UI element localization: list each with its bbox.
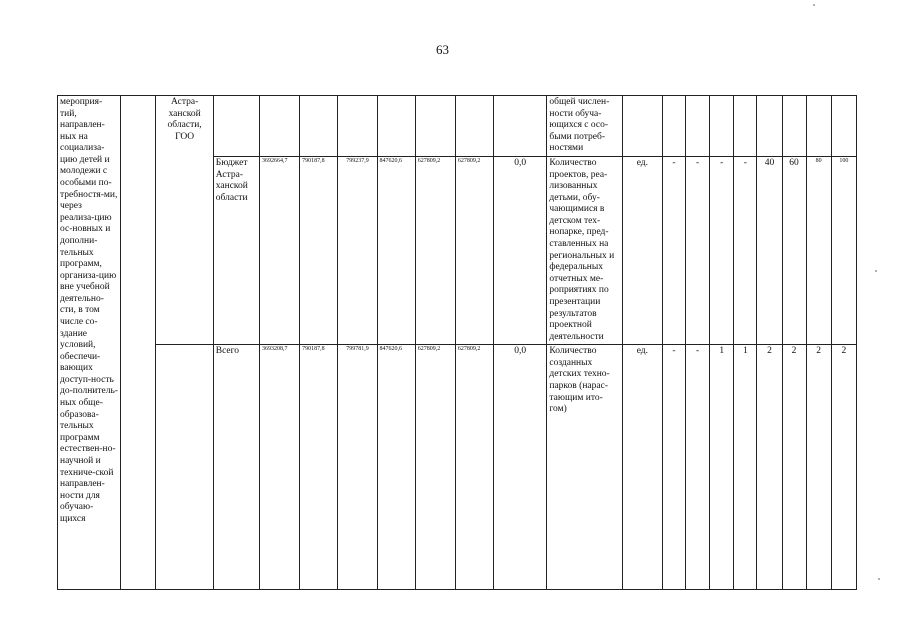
value-cell: 847620,6 <box>377 345 415 590</box>
executor-cell: Астра-ханской области, ГОО <box>156 96 213 345</box>
empty-cell <box>806 96 831 157</box>
value-cell: 627809,2 <box>415 345 455 590</box>
table-row-total <box>58 345 857 590</box>
target-cell: - <box>734 157 757 345</box>
target-cell: - <box>662 157 685 345</box>
unit-cell: ед. <box>622 157 662 345</box>
empty-cell <box>300 96 338 157</box>
empty-cell <box>622 96 662 157</box>
value-cell: 3693208,7 <box>259 345 299 590</box>
page-number: 63 <box>436 42 449 57</box>
value-cell: 3692664,7 <box>259 157 299 345</box>
funding-source-cell: Всего <box>213 345 259 590</box>
target-cell: - <box>710 157 734 345</box>
target-cell: 80 <box>806 157 831 345</box>
empty-cell <box>156 345 213 590</box>
target-cell: 1 <box>734 345 757 590</box>
empty-cell <box>662 96 685 157</box>
target-cell: 2 <box>806 345 831 590</box>
target-cell: - <box>662 345 685 590</box>
value-cell: 0,0 <box>494 157 547 345</box>
value-cell: 0,0 <box>494 345 547 590</box>
empty-cell <box>213 96 259 157</box>
value-cell: 799781,9 <box>338 345 377 590</box>
value-cell: 799237,9 <box>338 157 377 345</box>
empty-cell <box>757 96 782 157</box>
empty-cell <box>831 96 856 157</box>
target-cell: 100 <box>831 157 856 345</box>
empty-cell <box>710 96 734 157</box>
table-row-header <box>58 96 857 157</box>
indicator-cell: Количество проектов, реа-лизованных детьми, обу-чающимися в детском тех-нопарке, пред-ставленных на региональных и федеральных отчетных ме-роприятиях по презентации результатов проектной деятельности <box>547 157 622 345</box>
empty-cell <box>494 96 547 157</box>
empty-cell <box>377 96 415 157</box>
target-cell: 2 <box>831 345 856 590</box>
measure-description-cell: мероприя-тий, направлен-ных на социализа-цию детей и молодежи с особыми по-требностя-ми, через реализа-цию ос-новных и дополни-тельных программ, организа-цию вне учебной деятельно-сти, в том числе со-здание условий, обеспечи-вающих доступ-ность до-полнитель-ных обще-образова-тельных программ естествен-но-научной и техниче-ской направлен-ности для обучаю-щихся <box>58 96 121 590</box>
scan-speck <box>875 270 877 272</box>
target-cell: 2 <box>757 345 782 590</box>
indicator-cell: общей числен-ности обуча-ющихся с осо-быми потреб-ностями <box>547 96 622 157</box>
budget-table <box>57 95 857 590</box>
indicator-cell: Количество созданных детских техно-парков (нарас-тающим ито-гом) <box>547 345 622 590</box>
empty-cell <box>734 96 757 157</box>
target-cell: 40 <box>757 157 782 345</box>
empty-cell <box>415 96 455 157</box>
empty-cell <box>686 96 710 157</box>
scan-speck <box>878 578 880 580</box>
scan-speck <box>813 4 815 6</box>
target-cell: 2 <box>782 345 806 590</box>
target-cell: 1 <box>710 345 734 590</box>
value-cell: 627809,2 <box>415 157 455 345</box>
value-cell: 627809,2 <box>455 157 493 345</box>
target-cell: 60 <box>782 157 806 345</box>
value-cell: 847620,6 <box>377 157 415 345</box>
empty-cell <box>259 96 299 157</box>
empty-cell <box>782 96 806 157</box>
value-cell: 790187,8 <box>300 157 338 345</box>
target-cell: - <box>686 345 710 590</box>
empty-cell <box>455 96 493 157</box>
empty-cell <box>338 96 377 157</box>
empty-cell <box>121 96 156 590</box>
value-cell: 627809,2 <box>455 345 493 590</box>
target-cell: - <box>686 157 710 345</box>
value-cell: 790187,8 <box>300 345 338 590</box>
unit-cell: ед. <box>622 345 662 590</box>
funding-source-cell: Бюджет Астра-ханской области <box>213 157 259 345</box>
